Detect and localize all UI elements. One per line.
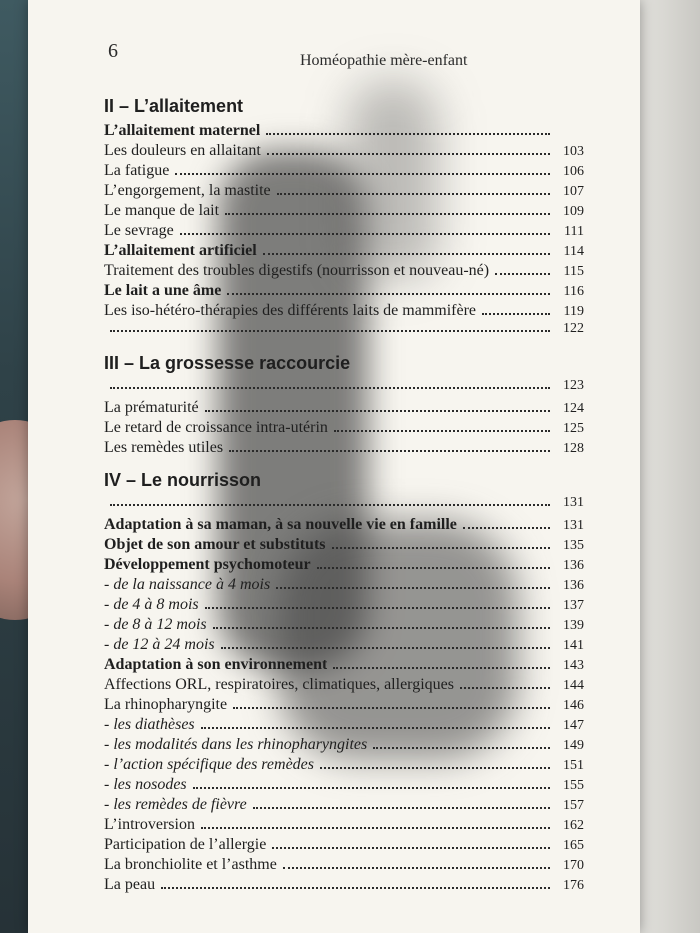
dot-leader [373, 747, 550, 749]
toc-entry [104, 775, 584, 795]
toc-entry-page: 125 [563, 421, 584, 436]
toc-entry-title: Les iso-hétéro-thérapies des différents laits de mammifère [104, 302, 477, 319]
toc-entry-page: 116 [563, 284, 584, 299]
toc-entry [104, 121, 584, 141]
toc-entry-page: 157 [563, 798, 584, 813]
dot-leader [229, 450, 550, 452]
toc-entry [104, 755, 584, 775]
dot-leader [161, 887, 550, 889]
toc-entry-page: 155 [563, 778, 584, 793]
toc-entry-page: 111 [564, 224, 584, 239]
toc-entry [104, 221, 584, 241]
toc-entry-title: La bronchiolite et l’asthme [104, 856, 277, 873]
toc-section-title: II – L’allaitement [104, 96, 244, 116]
toc-entry-page: 109 [563, 204, 584, 219]
toc-entry-title: La fatigue [104, 162, 170, 179]
dot-leader [495, 273, 550, 275]
toc-entry-title: - les nosodes [104, 776, 187, 793]
toc-entry-title: - de 12 à 24 mois [104, 636, 215, 653]
toc-entry-page: 106 [563, 164, 584, 179]
toc-entry-title: L’allaitement maternel [104, 122, 261, 139]
dot-leader [334, 430, 550, 432]
toc-entry-title: Le sevrage [104, 222, 174, 239]
toc-entry-title: Adaptation à son environnement [104, 656, 328, 673]
toc-entry [104, 181, 584, 201]
table-of-contents [104, 96, 584, 907]
toc-section [104, 470, 584, 895]
toc-entry [104, 815, 584, 835]
toc-entry [104, 418, 584, 438]
toc-entry-title: Traitement des troubles digestifs (nourrisson et nouveau-né) [104, 262, 490, 279]
toc-entry-page: 119 [563, 304, 584, 319]
toc-entry-page: 147 [563, 718, 584, 733]
toc-entry [104, 398, 584, 418]
toc-entry [104, 495, 584, 515]
toc-entry-page: 135 [563, 538, 584, 553]
toc-entry [104, 855, 584, 875]
toc-entry-page: 131 [563, 518, 584, 533]
toc-entry-title: Les remèdes utiles [104, 439, 224, 456]
toc-entry-page: 170 [563, 858, 584, 873]
toc-entry-page: 141 [563, 638, 584, 653]
toc-entry-page: 128 [563, 441, 584, 456]
dot-leader [253, 807, 550, 809]
toc-entry [104, 261, 584, 281]
toc-entry-title: - de 8 à 12 mois [104, 616, 207, 633]
toc-entry-title: - les remèdes de fièvre [104, 796, 247, 813]
dot-leader [193, 787, 550, 789]
dot-leader [277, 193, 550, 195]
toc-entry-title: La prématurité [104, 399, 199, 416]
toc-entry [104, 615, 584, 635]
toc-entry-page: 165 [563, 838, 584, 853]
toc-section-title: III – La grossesse raccourcie [104, 353, 351, 373]
toc-entry-page: 115 [563, 264, 584, 279]
dot-leader [482, 313, 550, 315]
toc-entry-page: 144 [563, 678, 584, 693]
dot-leader [266, 133, 550, 135]
toc-entry-page: 123 [563, 378, 584, 393]
toc-section [104, 353, 584, 458]
toc-entry-title: L’engorgement, la mastite [104, 182, 271, 199]
toc-entry-page: 114 [563, 244, 584, 259]
dot-leader [317, 567, 550, 569]
dot-leader [320, 767, 550, 769]
toc-entry [104, 241, 584, 261]
toc-entry [104, 161, 584, 181]
toc-entry [104, 735, 584, 755]
toc-entry-page: 122 [563, 321, 584, 336]
toc-entry [104, 795, 584, 815]
toc-entry-title: Le retard de croissance intra-utérin [104, 419, 328, 436]
toc-entry [104, 555, 584, 575]
toc-entry-title: Les douleurs en allaitant [104, 142, 261, 159]
toc-entry-title: Le manque de lait [104, 202, 220, 219]
toc-entry [104, 515, 584, 535]
toc-entry-title: La peau [104, 876, 156, 893]
toc-entry-title: - de la naissance à 4 mois [104, 576, 271, 593]
toc-entry-title: - les modalités dans les rhinopharyngites [104, 736, 368, 753]
dot-leader [263, 253, 550, 255]
toc-entry [104, 655, 584, 675]
toc-entry [104, 575, 584, 595]
toc-entry [104, 378, 584, 398]
toc-entry-title: La rhinopharyngite [104, 696, 228, 713]
toc-entry-page: 136 [563, 558, 584, 573]
dot-leader [205, 410, 550, 412]
dot-leader [272, 847, 550, 849]
toc-entry [104, 141, 584, 161]
toc-entry-title: - l’action spécifique des remèdes [104, 756, 315, 773]
toc-entry-page: 137 [563, 598, 584, 613]
dot-leader [463, 527, 550, 529]
toc-section [104, 96, 584, 341]
toc-entry-title: Affections ORL, respiratoires, climatiques, allergiques [104, 676, 454, 693]
toc-entry-title: Adaptation à sa maman, à sa nouvelle vie en famille [104, 516, 457, 533]
toc-entry-page: 176 [563, 878, 584, 893]
toc-entry-page: 103 [563, 144, 584, 159]
dot-leader [283, 867, 550, 869]
dot-leader [267, 153, 550, 155]
toc-entry-page: 149 [563, 738, 584, 753]
toc-entry [104, 595, 584, 615]
toc-entry-page: 131 [563, 495, 584, 510]
dot-leader [225, 213, 550, 215]
running-header: Homéopathie mère-enfant [300, 52, 468, 69]
toc-entry-page: 162 [563, 818, 584, 833]
toc-entry-page: 124 [563, 401, 584, 416]
dot-leader [201, 827, 550, 829]
page-number: 6 [108, 40, 118, 62]
dot-leader [205, 607, 550, 609]
dot-leader [233, 707, 550, 709]
dot-leader [201, 727, 550, 729]
toc-entry [104, 281, 584, 301]
toc-entry [104, 301, 584, 321]
toc-entry [104, 321, 584, 341]
toc-entry [104, 695, 584, 715]
dot-leader [332, 547, 551, 549]
toc-entry-page: 151 [563, 758, 584, 773]
toc-entry [104, 715, 584, 735]
toc-entry-page: 143 [563, 658, 584, 673]
toc-entry-page: 146 [563, 698, 584, 713]
dot-leader [227, 293, 550, 295]
dot-leader [110, 504, 550, 506]
book-page [28, 0, 640, 933]
dot-leader [276, 587, 550, 589]
toc-entry [104, 675, 584, 695]
toc-section-title: IV – Le nourrisson [104, 470, 262, 490]
dot-leader [333, 667, 550, 669]
toc-entry-title: L’introversion [104, 816, 195, 833]
toc-entry-title: Développement psychomoteur [104, 556, 311, 573]
toc-entry [104, 875, 584, 895]
toc-entry-title: - les diathèses [104, 716, 195, 733]
toc-entry [104, 635, 584, 655]
toc-entry [104, 438, 584, 458]
toc-entry-title: L’allaitement artificiel [104, 242, 257, 259]
toc-entry-title: Participation de l’allergie [104, 836, 267, 853]
toc-entry-title: - de 4 à 8 mois [104, 596, 199, 613]
dot-leader [175, 173, 550, 175]
toc-entry-page: 139 [563, 618, 584, 633]
toc-entry [104, 835, 584, 855]
dot-leader [180, 233, 550, 235]
dot-leader [213, 627, 550, 629]
dot-leader [221, 647, 550, 649]
toc-entry-title: Le lait a une âme [104, 282, 222, 299]
toc-entry [104, 201, 584, 221]
toc-entry-page: 136 [563, 578, 584, 593]
toc-entry-page: 107 [563, 184, 584, 199]
toc-entry-title: Objet de son amour et substituts [104, 536, 326, 553]
toc-entry [104, 535, 584, 555]
dot-leader [460, 687, 550, 689]
dot-leader [110, 387, 550, 389]
dot-leader [110, 330, 550, 332]
